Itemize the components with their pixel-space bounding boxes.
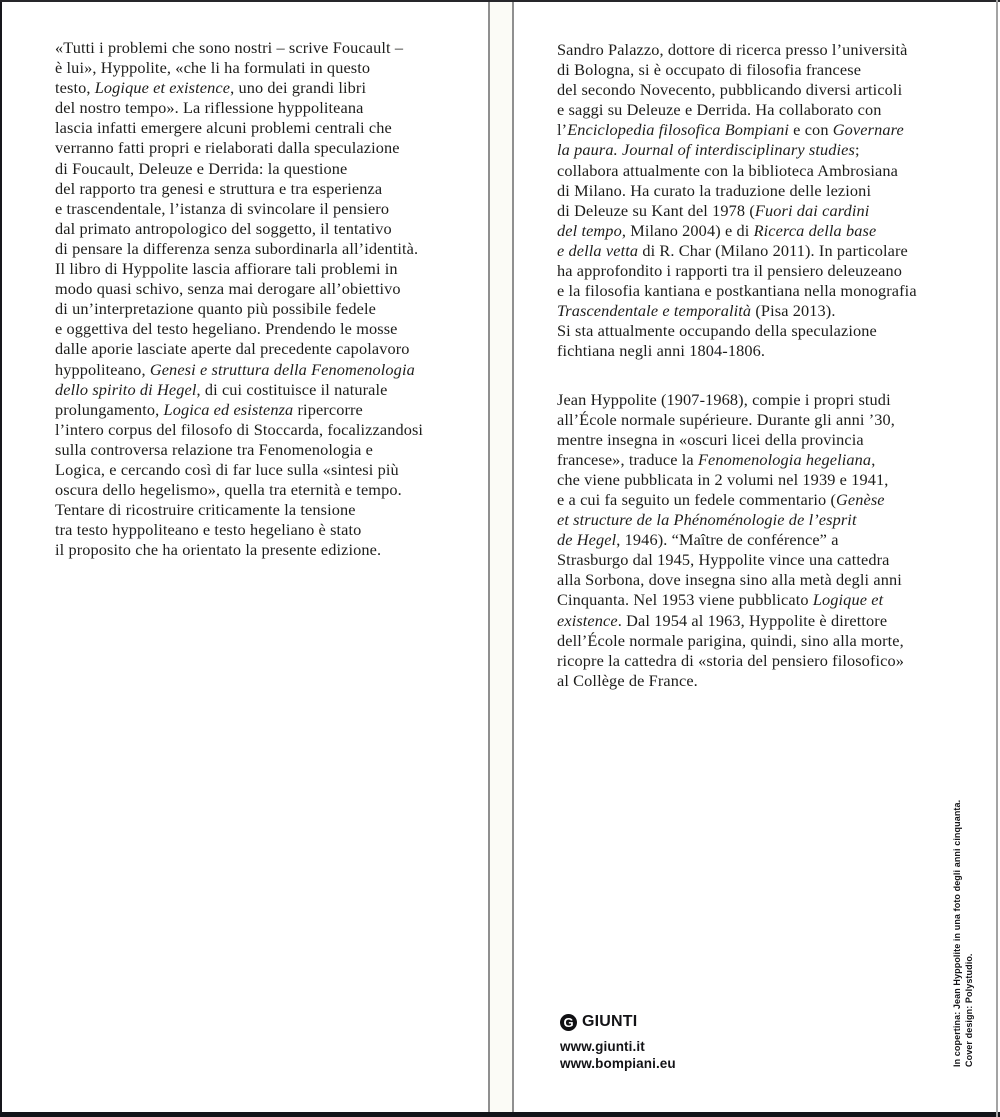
publisher-name: GIUNTI xyxy=(582,1013,638,1030)
left-flap-description xyxy=(55,38,475,560)
text-line: l’Enciclopedia filosofica Bompiani e con Governare xyxy=(557,120,904,140)
text-line: de Hegel, 1946). “Maître de conférence” a xyxy=(557,530,839,550)
cover-photo-credit: In copertina: Jean Hyppolite in una foto degli anni cinquanta. xyxy=(952,799,962,1067)
text-line: prolungamento, Logica ed esistenza ripercorre xyxy=(55,399,363,419)
text-line: e la filosofia kantiana e postkantiana nella monografia xyxy=(557,281,917,301)
text-line: existence. Dal 1954 al 1963, Hyppolite è direttore xyxy=(557,610,888,630)
text-line: dello spirito di Hegel, di cui costituisce il naturale xyxy=(55,379,388,399)
text-line: di Bologna, si è occupato di filosofia francese xyxy=(557,60,862,80)
text-line: che viene pubblicata in 2 volumi nel 1939 e 1941, xyxy=(557,469,889,489)
text-line: e trascendentale, l’istanza di svincolare il pensiero xyxy=(55,198,390,218)
text-line: sulla controversa relazione tra Fenomenologia e xyxy=(55,439,374,459)
publisher-block xyxy=(560,1013,637,1031)
text-line: lascia infatti emergere alcuni problemi centrali che xyxy=(55,118,392,138)
subject-bio-hyppolite xyxy=(557,390,987,691)
text-line: Il libro di Hyppolite lascia affiorare tali problemi in xyxy=(55,259,398,279)
text-line: ha approfondito i rapporti tra il pensiero deleuzeano xyxy=(557,261,902,281)
text-line: ricopre la cattedra di «storia del pensiero filosofico» xyxy=(557,650,905,670)
text-line: Strasburgo dal 1945, Hyppolite vince una cattedra xyxy=(557,550,890,570)
text-line: oscura dello hegelismo», quella tra eternità e tempo. xyxy=(55,480,402,500)
text-line: alla Sorbona, dove insegna sino alla metà degli anni xyxy=(557,570,902,590)
text-line: modo quasi schivo, senza mai derogare all’obiettivo xyxy=(55,279,401,299)
text-line: di Foucault, Deleuze e Derrida: la questione xyxy=(55,158,348,178)
text-line: dell’École normale parigina, quindi, sino alla morte, xyxy=(557,630,904,650)
text-line: dal primato antropologico del soggetto, il tentativo xyxy=(55,218,392,238)
website-bompiani: www.bompiani.eu xyxy=(560,1055,676,1071)
text-line: l’intero corpus del filosofo di Stoccarda, focalizzandosi xyxy=(55,419,424,439)
text-line: Cinquanta. Nel 1953 viene pubblicato Logique et xyxy=(557,590,884,610)
text-line: et structure de la Phénoménologie de l’esprit xyxy=(557,510,857,530)
text-line: e a cui fa seguito un fedele commentario (Genèse xyxy=(557,489,885,509)
text-line: verranno fatti propri e rielaborati dalla speculazione xyxy=(55,138,400,158)
center-gutter xyxy=(488,0,514,1117)
text-line: dalle aporie lasciate aperte dal precedente capolavoro xyxy=(55,339,410,359)
text-line: e oggettiva del testo hegeliano. Prendendo le mosse xyxy=(55,319,398,339)
text-line: Logica, e cercando così di far luce sulla «sintesi più xyxy=(55,459,399,479)
text-line: hyppoliteano, Genesi e struttura della Fenomenologia xyxy=(55,359,415,379)
text-line: è lui», Hyppolite, «che li ha formulati in questo xyxy=(55,58,371,78)
giunti-logo-letter: G xyxy=(563,1014,574,1030)
text-line: la paura. Journal of interdisciplinary studies; xyxy=(557,140,860,160)
text-line: Jean Hyppolite (1907-1968), compie i propri studi xyxy=(557,389,891,409)
text-line: Trascendentale e temporalità (Pisa 2013). xyxy=(557,301,836,321)
giunti-logo-icon xyxy=(560,1014,577,1031)
text-line: Tentare di ricostruire criticamente la tensione xyxy=(55,500,356,520)
author-bio-palazzo xyxy=(557,40,987,362)
scan-edge-top xyxy=(0,0,1000,2)
text-line: tra testo hyppoliteano e testo hegeliano è stato xyxy=(55,520,362,540)
text-line: al Collège de France. xyxy=(557,670,698,690)
publisher-websites xyxy=(560,1039,676,1072)
text-line: francese», traduce la Fenomenologia hegeliana, xyxy=(557,449,876,469)
website-giunti: www.giunti.it xyxy=(560,1039,645,1054)
text-line: del tempo, Milano 2004) e di Ricerca della base xyxy=(557,220,877,240)
text-line: testo, Logique et existence, uno dei grandi libri xyxy=(55,78,367,98)
text-line: di pensare la differenza senza subordinarla all’identità. xyxy=(55,238,419,258)
text-line: di Milano. Ha curato la traduzione delle lezioni xyxy=(557,180,872,200)
text-line: Sandro Palazzo, dottore di ricerca presso l’università xyxy=(557,40,908,59)
text-line: collabora attualmente con la biblioteca Ambrosiana xyxy=(557,160,898,180)
text-line: «Tutti i problemi che sono nostri – scrive Foucault – xyxy=(55,38,404,57)
cover-design-credit: Cover design: Polystudio. xyxy=(964,953,974,1067)
text-line: e saggi su Deleuze e Derrida. Ha collaborato con xyxy=(557,100,882,120)
text-line: mentre insegna in «oscuri licei della provincia xyxy=(557,429,864,449)
scan-edge-right xyxy=(996,0,998,1117)
text-line: fichtiana negli anni 1804-1806. xyxy=(557,341,766,361)
text-line: di un’interpretazione quanto più possibile fedele xyxy=(55,299,377,319)
text-line: il proposito che ha orientato la presente edizione. xyxy=(55,540,382,560)
text-line: di Deleuze su Kant del 1978 (Fuori dai cardini xyxy=(557,200,870,220)
right-flap-bios xyxy=(557,40,987,691)
text-line: all’École normale supérieure. Durante gli anni ’30, xyxy=(557,409,895,429)
text-line: del rapporto tra genesi e struttura e tra esperienza xyxy=(55,178,383,198)
text-line: Si sta attualmente occupando della speculazione xyxy=(557,321,877,341)
text-line: del nostro tempo». La riflessione hyppoliteana xyxy=(55,98,364,118)
scan-edge-bottom xyxy=(0,1112,1000,1117)
scan-edge-left xyxy=(0,0,2,1117)
text-line: del secondo Novecento, pubblicando diversi articoli xyxy=(557,80,903,100)
text-line: e della vetta di R. Char (Milano 2011). In particolare xyxy=(557,240,908,260)
cover-credits-vertical xyxy=(951,777,975,1067)
